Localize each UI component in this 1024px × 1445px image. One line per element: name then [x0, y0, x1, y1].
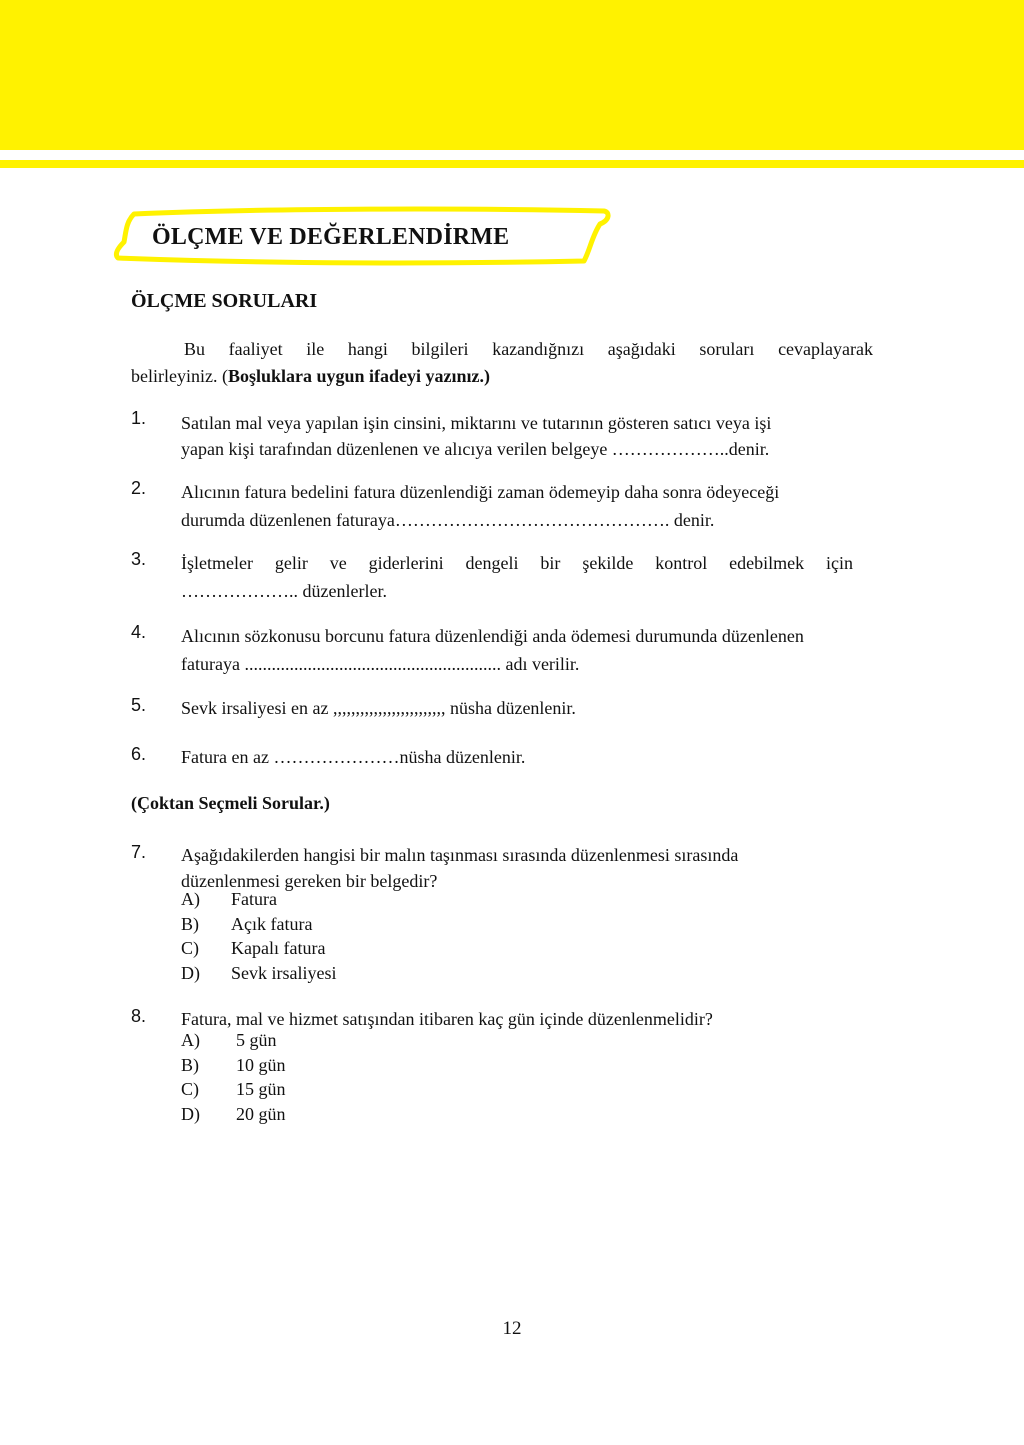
page-number: 12: [502, 1318, 522, 1339]
option-text: Kapalı fatura: [231, 938, 326, 958]
option-letter: D): [181, 1103, 200, 1124]
question-text: [181, 478, 887, 534]
intro-paragraph: [131, 336, 873, 390]
question-text: [181, 410, 887, 462]
question-line: Alıcının sözkonusu borcunu fatura düzenlendiği anda ödemesi durumunda düzenlenen: [181, 626, 804, 646]
question-text: [181, 744, 887, 770]
option-text: 15 gün: [236, 1079, 286, 1099]
header-yellow-stripe: [0, 160, 1024, 168]
multiple-choice-title: (Çoktan Seçmeli Sorular.): [131, 793, 330, 813]
question-line: Fatura en az …………………nüsha düzenlenir.: [181, 747, 526, 767]
answer-options: [181, 1028, 286, 1126]
option-letter: D): [181, 962, 200, 983]
option-letter: C): [181, 938, 199, 958]
question-number: 3.: [131, 549, 147, 569]
question-line: faturaya ......................................................... adı verilir.: [181, 654, 580, 674]
question-line: yapan kişi tarafından düzenlenen ve alıcıya verilen belgeye ………………..denir.: [181, 439, 770, 459]
question-line: Satılan mal veya yapılan işin cinsini, miktarını ve tutarının gösteren satıcı veya işi: [181, 413, 772, 433]
intro-line: Bu faaliyet ile hangi bilgileri kazandığnızı aşağıdaki soruları cevaplayarak: [184, 339, 873, 359]
question-text: [181, 622, 887, 678]
question-number: 1.: [131, 408, 147, 428]
section-title: ÖLÇME SORULARI: [131, 290, 318, 312]
question-number: 7.: [131, 842, 147, 862]
option-text: 20 gün: [236, 1103, 286, 1124]
option-letter: A): [181, 1030, 200, 1050]
question-number: 6.: [131, 744, 147, 764]
answer-option-b: [181, 1053, 286, 1078]
question-number: 5.: [131, 695, 147, 715]
intro-line-text: belirleyiniz. (: [131, 366, 228, 386]
header-yellow-band: [0, 0, 1024, 150]
option-text: 5 gün: [236, 1030, 277, 1050]
option-text: 10 gün: [236, 1054, 286, 1075]
question-number: 2.: [131, 478, 147, 498]
option-text: Açık fatura: [231, 913, 313, 934]
answer-option-b: [181, 912, 337, 937]
question-number: 4.: [131, 622, 147, 642]
question-number: 8.: [131, 1006, 147, 1026]
answer-option-d: [181, 961, 337, 986]
question-line: Fatura, mal ve hizmet satışından itibaren kaç gün içinde düzenlenmelidir?: [181, 1009, 713, 1029]
option-text: Fatura: [231, 889, 277, 909]
question-line: düzenlenmesi gereken bir belgedir?: [181, 871, 438, 891]
question-line: durumda düzenlenen faturaya………………………………………. denir.: [181, 510, 715, 530]
answer-option-c: [181, 1077, 286, 1102]
answer-option-a: [181, 1028, 286, 1053]
question-text: [181, 1006, 887, 1032]
question-text: [181, 695, 887, 721]
intro-instruction: Boşluklara uygun ifadeyi yazınız.): [227, 366, 491, 386]
answer-option-c: [181, 936, 337, 961]
option-letter: B): [181, 913, 199, 934]
question-text: [181, 549, 853, 605]
answer-options: [181, 887, 337, 985]
option-letter: B): [181, 1054, 199, 1075]
answer-option-a: [181, 887, 337, 912]
option-letter: C): [181, 1079, 199, 1099]
intro-line: [131, 363, 873, 390]
question-line: Sevk irsaliyesi en az ,,,,,,,,,,,,,,,,,,,,,,,,, nüsha düzenlenir.: [181, 698, 576, 718]
option-letter: A): [181, 889, 200, 909]
question-line: Aşağıdakilerden hangisi bir malın taşınması sırasında düzenlenmesi sırasında: [181, 845, 739, 865]
option-text: Sevk irsaliyesi: [231, 962, 337, 983]
section-banner: [112, 206, 612, 268]
banner-title: ÖLÇME VE DEĞERLENDİRME: [152, 224, 510, 250]
question-line: İşletmeler gelir ve giderlerini dengeli bir şekilde kontrol edebilmek için: [181, 553, 853, 573]
question-line: ……………….. düzenlerler.: [181, 581, 387, 601]
answer-option-d: [181, 1102, 286, 1127]
question-line: Alıcının fatura bedelini fatura düzenlendiği zaman ödemeyip daha sonra ödeyeceği: [181, 482, 780, 502]
